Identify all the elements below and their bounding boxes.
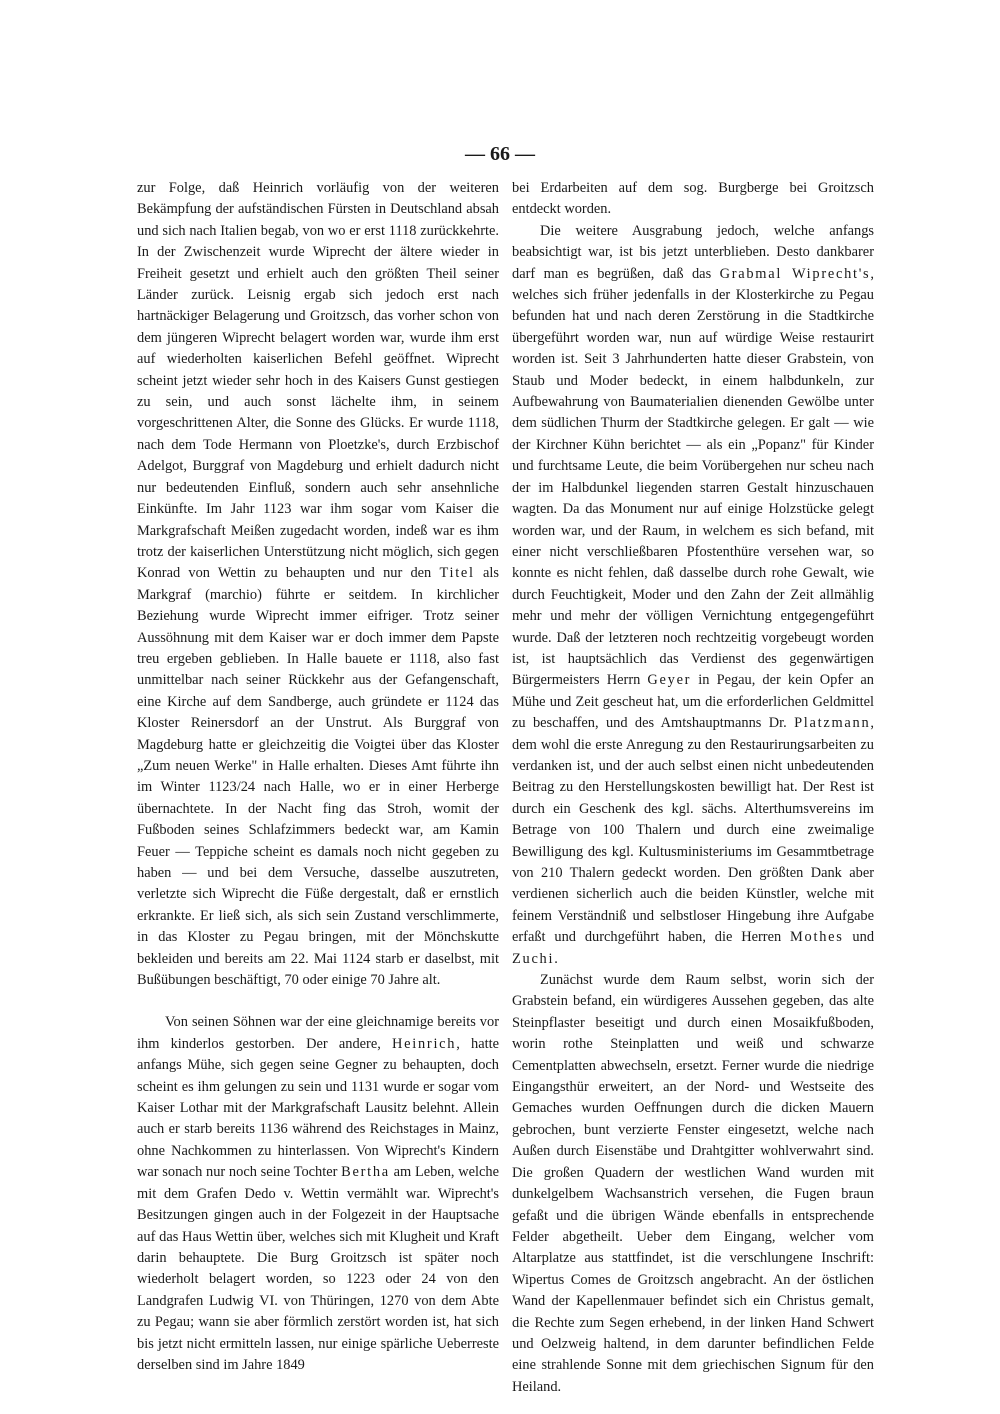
spaced-word: Heinrich <box>392 1035 457 1052</box>
text-run: , hatte anfangs Mühe, sich gegen seine Gegner zu behaupten, doch scheint es ihm gelungen zu sein und 1131 wurde er sogar vom Kaiser Lothar mit der Markgrafschaft Lausitz belehnt. Allein auch er starb bereits 1136 während des Reichstages in Mainz, ohne Nachkommen zu hinterlassen. Von Wiprecht's Kindern war sonach nur noch seine Tochter <box>137 1035 499 1181</box>
spaced-word: Grabmal Wiprecht's <box>719 265 871 282</box>
right-paragraph-2 <box>512 221 874 970</box>
text-run: in Pegau, der kein Opfer an Mühe und Zeit gescheut hat, um die erforderlichen Geldmittel zu beschaffen, und des Amtshauptmanns Dr. <box>512 672 874 732</box>
text-run: zur Folge, daß Heinrich vorläufig von der weiteren Bekämpfung der aufständischen Fürsten in Deutschland absah und sich nach Italien begab, von wo er erst 1118 zurückkehrte. In der Zwischenzeit wurde Wiprecht der ältere wieder in Freiheit gesetzt und erhielt auch den größten Theil seiner Länder zurück. Leisnig ergab sich jedoch erst nach hartnäckiger Belagerung und Groitzsch, das vorher schon von dem jüngeren Wiprecht belagert worden war, wurde ihm erst auf wiederholten kaiserlichen Befehl geöffnet. Wiprecht scheint jetzt wieder sehr hoch in des Kaisers Gunst gestiegen zu sein, und auch sonst lächelte ihm, in seinem vorgeschrittenen Alter, die Sonne des Glücks. Er wurde 1118, nach dem Tode Hermann von Ploetzke's, durch Erzbischof Adelgot, Burggraf von Magdeburg und erhielt dadurch nicht nur bedeutenden Einfluß, sondern auch sehr ansehnliche Einkünfte. Im Jahr 1123 war ihm sogar vom Kaiser die Markgrafschaft Meißen zugedacht worden, indeß war es ihm trotz der kaiserlichen Unterstützung nicht möglich, sich gegen Konrad von Wettin zu behaupten und nur den <box>137 180 499 582</box>
page-number: — 66 — <box>465 143 535 165</box>
left-paragraph-1 <box>137 178 499 991</box>
text-run: . <box>554 950 558 967</box>
spaced-word: Bertha <box>341 1164 390 1181</box>
text-run: am Leben, welche mit dem Grafen Dedo v. Wettin vermählt war. Wiprecht's Besitzungen gingen auch in der Folgezeit in der Hauptsache auf das Haus Wettin über, welches sich mit Klugheit und Kraft darin behauptete. Die Burg Groitzsch ist später noch wiederholt belagert worden, so 1223 oder 24 von den Landgrafen Ludwig VI. von Thüringen, 1270 von dem Abte zu Pegau; wann sie aber förmlich zerstört worden ist, hat sich bis jetzt nicht ermitteln lassen, nur einige spärliche Ueberreste derselben sind im Jahre 1849 <box>137 1164 499 1373</box>
right-paragraph-3: Zunächst wurde dem Raum selbst, worin sich der Grabstein befand, ein würdigeres Aussehen gegeben, das alte Steinpflaster beseitigt und durch einen Mosaikfußboden, worin rothe Steinplatten und weiß und schwarze Cementplatten abwechseln, ersetzt. Ferner wurde die niedrige Eingangsthür erweitert, an der Nord- und Westseite des Gemaches wurden Oeffnungen durch die dicken Mauern gebrochen, bunt verzierte Fenster eingesetzt, welche nach Außen durch Eisenstäbe und Drahtgitter wohlverwahrt sind. Die großen Quadern der westlichen Wand wurden mit dunkelgelbem Wachsanstrich versehen, die Fugen braun gefaßt und die übrigen Wände ebenfalls in entsprechende Felder abgetheilt. Ueber dem Eingang, welcher vom Altarplatze aus stattfindet, ist die verschlungene Inschrift: Wipertus Comes de Groitzsch angebracht. An der östlichen Wand der Kapellenmauer befindet sich ein Christus gemalt, die Rechte zum Segen erhebend, in der linken Hand Schwert und Oelzweig haltend, in dem darunter befindlichen Felde eine strahlende Sonne mit dem griechischen Signum für den Heiland. <box>512 972 874 1395</box>
spaced-word: Titel <box>439 565 475 582</box>
spaced-word: Mothes <box>790 929 844 946</box>
left-paragraph-2 <box>137 1012 499 1376</box>
text-run: und <box>843 929 875 946</box>
text-run: , dem wohl die erste Anregung zu den Restaurirungsarbeiten zu verdanken ist, und der auch selbst einen nicht unbedeutenden Beitrag zu den Herstellungskosten bewilligt hat. Der Rest ist durch ein Geschenk des kgl. sächs. Alterthumsvereins im Betrage von 100 Thalern und durch eine zweimalige Bewilligung des kgl. Kultusministeriums im Gesammtbetrage von 210 Thalern gedeckt worden. Den größten Dank aber verdienen sicherlich auch die beiden Künstler, welche mit feinem Verständniß und selbstloser Hingebung ihre Aufgabe erfaßt und durchgeführt haben, die Herren <box>512 715 874 946</box>
text-run: , welches sich früher jedenfalls in der Klosterkirche zu Pegau befunden hat und nach deren Zerstörung in die Stadtkirche übergeführt worden war, nun auf würdige Weise restaurirt worden ist. Seit 3 Jahrhunderten hatte dieser Grabstein, von Staub und Moder bedeckt, in einem halbdunkeln, zur Aufbewahrung von Baumaterialien dienenden Gewölbe unter dem südlichen Thurm der Stadtkirche gelegen. Er galt — wie der Kirchner Kühn berichtet — als ein „Popanz" für Kinder und furchtsame Leute, die beim Vorübergehen nur scheu nach der im Halbdunkel liegenden starren Gestalt hinzuschauen wagten. Da das Monument nur auf einige Holzstücke gelegt worden war, und der Raum, in welchem es sich befand, mit einer nicht verschließbaren Pfostenthüre versehen war, so konnte es nicht fehlen, daß dasselbe durch rohe Gewalt, wie durch Feuchtigkeit, Moder und den Zahn der Zeit allmählig mehr und mehr der völligen Vernichtung entgegengeführt wurde. Daß der letzteren noch rechtzeitig vorgebeugt worden ist, ist hauptsächlich das Verdienst des gegenwärtigen Bürgermeisters Herrn <box>512 265 874 689</box>
left-column <box>137 178 499 1376</box>
spaced-word: Platzmann <box>794 715 871 732</box>
spaced-word: Geyer <box>647 672 692 689</box>
text-run: als Markgraf (marchio) führte er seitdem. In kirchlicher Beziehung wurde Wiprecht immer eifriger. Trotz seiner Aussöhnung mit dem Kaiser war er doch immer dem Papste treu ergeben geblieben. In Halle bauete er 1118, also fast unmittelbar nach seiner Rückkehr aus der Gefangenschaft, eine Kirche auf dem Sandberge, auch gründete er 1124 das Kloster Reinersdorf an der Unstrut. Als Burggraf von Magdeburg hatte er gleichzeitig die Voigtei über das Kloster „Zum neuen Werke" in Halle erhalten. Dieses Amt führte ihn im Winter 1123/24 nach Halle, wo er in einer Herberge übernachtete. In der Nacht fing das Stroh, womit der Fußboden seines Schlafzimmers bedeckt war, am Kamin Feuer — Teppiche scheint es damals noch nicht gegeben zu haben — und bei dem Versuche, dasselbe auszutreten, verletzte sich Wiprecht die Füße dergestalt, daß er ernstlich erkrankte. Er ließ sich, als sich sein Zustand verschlimmerte, in das Kloster zu Pegau bringen, mit der Mönchskutte bekleiden und bereits am 22. Mai 1124 starb er daselbst, mit Bußübungen beschäftigt, 70 oder einige 70 Jahre alt. <box>137 565 499 989</box>
right-paragraph-1: bei Erdarbeiten auf dem sog. Burgberge bei Groitzsch entdeckt worden. <box>512 180 874 218</box>
text-run: Die weitere Ausgrabung jedoch, welche anfangs beabsichtigt war, ist bis jetzt unterblieben. Desto dankbarer darf man es begrüßen, daß das <box>512 222 874 282</box>
text-run: Von seinen Söhnen war der eine gleichnamige bereits vor ihm kinderlos gestorben. Der andere, <box>137 1014 499 1052</box>
right-column <box>512 178 874 1398</box>
spaced-word: Zuchi <box>512 950 555 967</box>
